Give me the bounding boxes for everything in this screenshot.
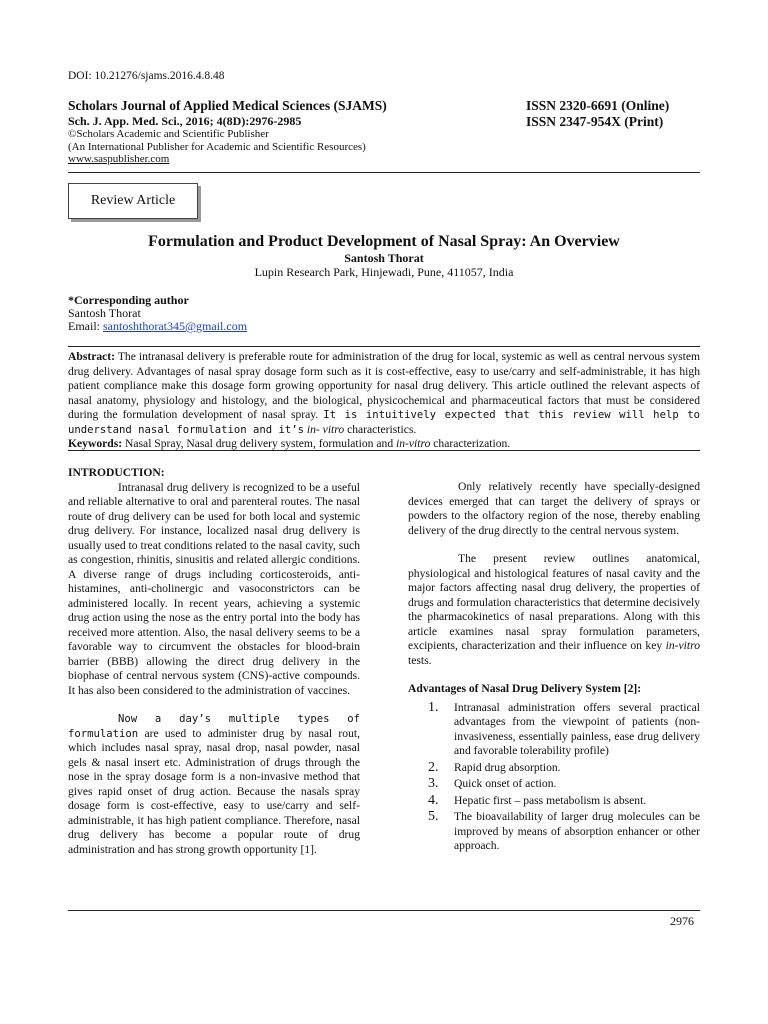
email-link[interactable]: santoshthorat345@gmail.com	[103, 319, 248, 333]
article-type-badge: Review Article	[68, 183, 198, 219]
abstract	[68, 346, 700, 454]
citation: Sch. J. App. Med. Sci., 2016; 4(8D):2976-2985	[68, 114, 302, 128]
abstract-bottom-rule	[68, 450, 700, 451]
intro-heading: INTRODUCTION:	[68, 466, 165, 479]
list-number: 1.	[428, 699, 439, 715]
email-label: Email:	[68, 319, 100, 333]
abstract-text-end: characteristics.	[347, 422, 417, 436]
article-title: Formulation and Product Development of Nasal Spray: An Overview	[148, 233, 620, 250]
keywords-italic: in-vitro	[396, 437, 431, 450]
advantages-list	[408, 701, 700, 854]
list-item	[408, 761, 700, 776]
intro-paragraph-4	[408, 552, 700, 668]
intro-paragraph-2-start: Now a day’s multiple types of formulation	[68, 713, 360, 740]
intro-paragraph-4-end: tests.	[408, 653, 432, 667]
intro-paragraph-4-italic: in-vitro	[665, 639, 700, 652]
journal-title: Scholars Journal of Applied Medical Sciences (SJAMS)	[68, 98, 387, 113]
footer-rule	[68, 910, 700, 911]
issn-block	[526, 98, 669, 130]
issn-online: ISSN 2320-6691 (Online)	[526, 98, 670, 113]
list-text: Rapid drug absorption.	[454, 760, 561, 774]
keywords-label: Keywords:	[68, 437, 123, 450]
intro-paragraph-2-body: are used to administer drug by nasal rout, which includes nasal spray, nasal drop, nasal powder, nasal gels & nasal insert etc. Administration of drugs through the nose in the spray dosage form is a non-invasive method that gives rapid onset of drug action. Because the nasals spray dosage form is cost-effective, easy to use/carry and self-administrable, it has high patient compliance. Therefore, nasal drug delivery has become a popular route of drug administration and has strong growth opportunity [1].	[68, 726, 360, 856]
list-text: The bioavailability of larger drug molecules can be improved by means of absorption enhancer or other approach.	[454, 810, 700, 852]
publisher-description: (An International Publisher for Academic and Scientific Resources)	[68, 140, 366, 153]
intro-paragraph-4-body: The present review outlines anatomical, physiological and histological features of nasal cavity and the major factors affecting nasal drug delivery, the properties of drugs and formulation characteristics that determine decisively the pharmacokinetics of nasal preparations. Along with this article examines nasal spray formulation parameters, excipients, characterization and their influence on key	[408, 552, 700, 652]
publisher: ©Scholars Academic and Scientific Publisher	[68, 128, 269, 140]
list-text: Intranasal administration offers several practical advantages from the viewpoint of patients (non-invasiveness, essentially painless, ease drug delivery and favorable tolerability profile)	[454, 700, 700, 757]
author-affiliation: Lupin Research Park, Hinjewadi, Pune, 411057, India	[254, 265, 514, 279]
list-number: 4.	[428, 792, 439, 808]
corresponding-author	[68, 294, 247, 333]
website-link[interactable]: www.saspublisher.com	[68, 153, 170, 165]
list-item	[408, 810, 700, 854]
list-item	[408, 794, 700, 809]
corresponding-heading: *Corresponding author	[68, 293, 189, 307]
list-number: 5.	[428, 809, 439, 824]
list-item	[408, 777, 700, 792]
header-divider	[68, 172, 700, 173]
right-column	[408, 480, 700, 856]
abstract-text: The intranasal delivery is preferable route for administration of the drug for local, systemic as well as central nervous system drug delivery. Advantages of nasal spray dosage form such as it is cost-effective, easy to use/carry and self-administrable, it has high patient compliance make this dosage form growing opportunity for nasal drug delivery. This article outlined the relevant aspects of nasal anatomy, physiology and histology, and the biological, physicochemical and pharmaceutical factors that must be considered during the formulation development of nasal spray.	[68, 350, 700, 421]
list-item	[408, 701, 700, 759]
list-text: Quick onset of action.	[454, 777, 557, 790]
journal-header	[68, 98, 498, 166]
author-name: Santosh Thorat	[344, 251, 424, 265]
corresponding-name: Santosh Thorat	[68, 306, 141, 320]
keywords: Nasal Spray, Nasal drug delivery system, formulation and	[125, 437, 394, 450]
intro-paragraph-2	[68, 712, 360, 857]
intro-paragraph-1: Intranasal drug delivery is recognized to be a useful and reliable alternative to oral and parenteral routes. The nasal route of drug delivery can be used for both local and systemic drug delivery. For instance, localized nasal drug delivery is usually used to treat conditions related to the nasal cavity, such as congestion, rhinitis, sinusitis and related allergic conditions. A diverse range of drugs including corticosteroids, anti-histamines, anti-cholinergic and vasoconstrictors can be administered locally. In recent years, achieving a systemic drug action using the nose as the entry portal into the body has received more attention. Also, the nasal delivery seems to be a favorable way to circumvent the obstacles for blood-brain barrier (BBB) allowing the direct drug delivery in the biophase of central nervous system (CNS)-active compounds. It has also been considered to the administration of vaccines.	[68, 480, 360, 697]
issn-print: ISSN 2347-954X (Print)	[526, 114, 664, 129]
list-text: Hepatic first – pass metabolism is absent.	[454, 793, 647, 807]
list-number: 3.	[428, 776, 439, 791]
doi: DOI: 10.21276/sjams.2016.4.8.48	[68, 70, 225, 82]
left-column	[68, 466, 360, 871]
advantages-heading: Advantages of Nasal Drug Delivery System [2]:	[408, 682, 642, 695]
keywords-end: characterization.	[433, 437, 511, 450]
page-number: 2976	[670, 914, 694, 928]
abstract-italic: in- vitro	[306, 422, 345, 436]
abstract-label: Abstract:	[68, 350, 116, 363]
abstract-text-2: It is intuitively expected that this review will help to understand nasal formulation and it’s	[68, 409, 701, 436]
intro-paragraph-3: Only relatively recently have specially-designed devices emerged that can target the delivery of sprays or powders to the olfactory region of the nose, thereby enabling delivery of the drug directly to the central nervous system.	[408, 480, 700, 537]
list-number: 2.	[428, 759, 439, 775]
